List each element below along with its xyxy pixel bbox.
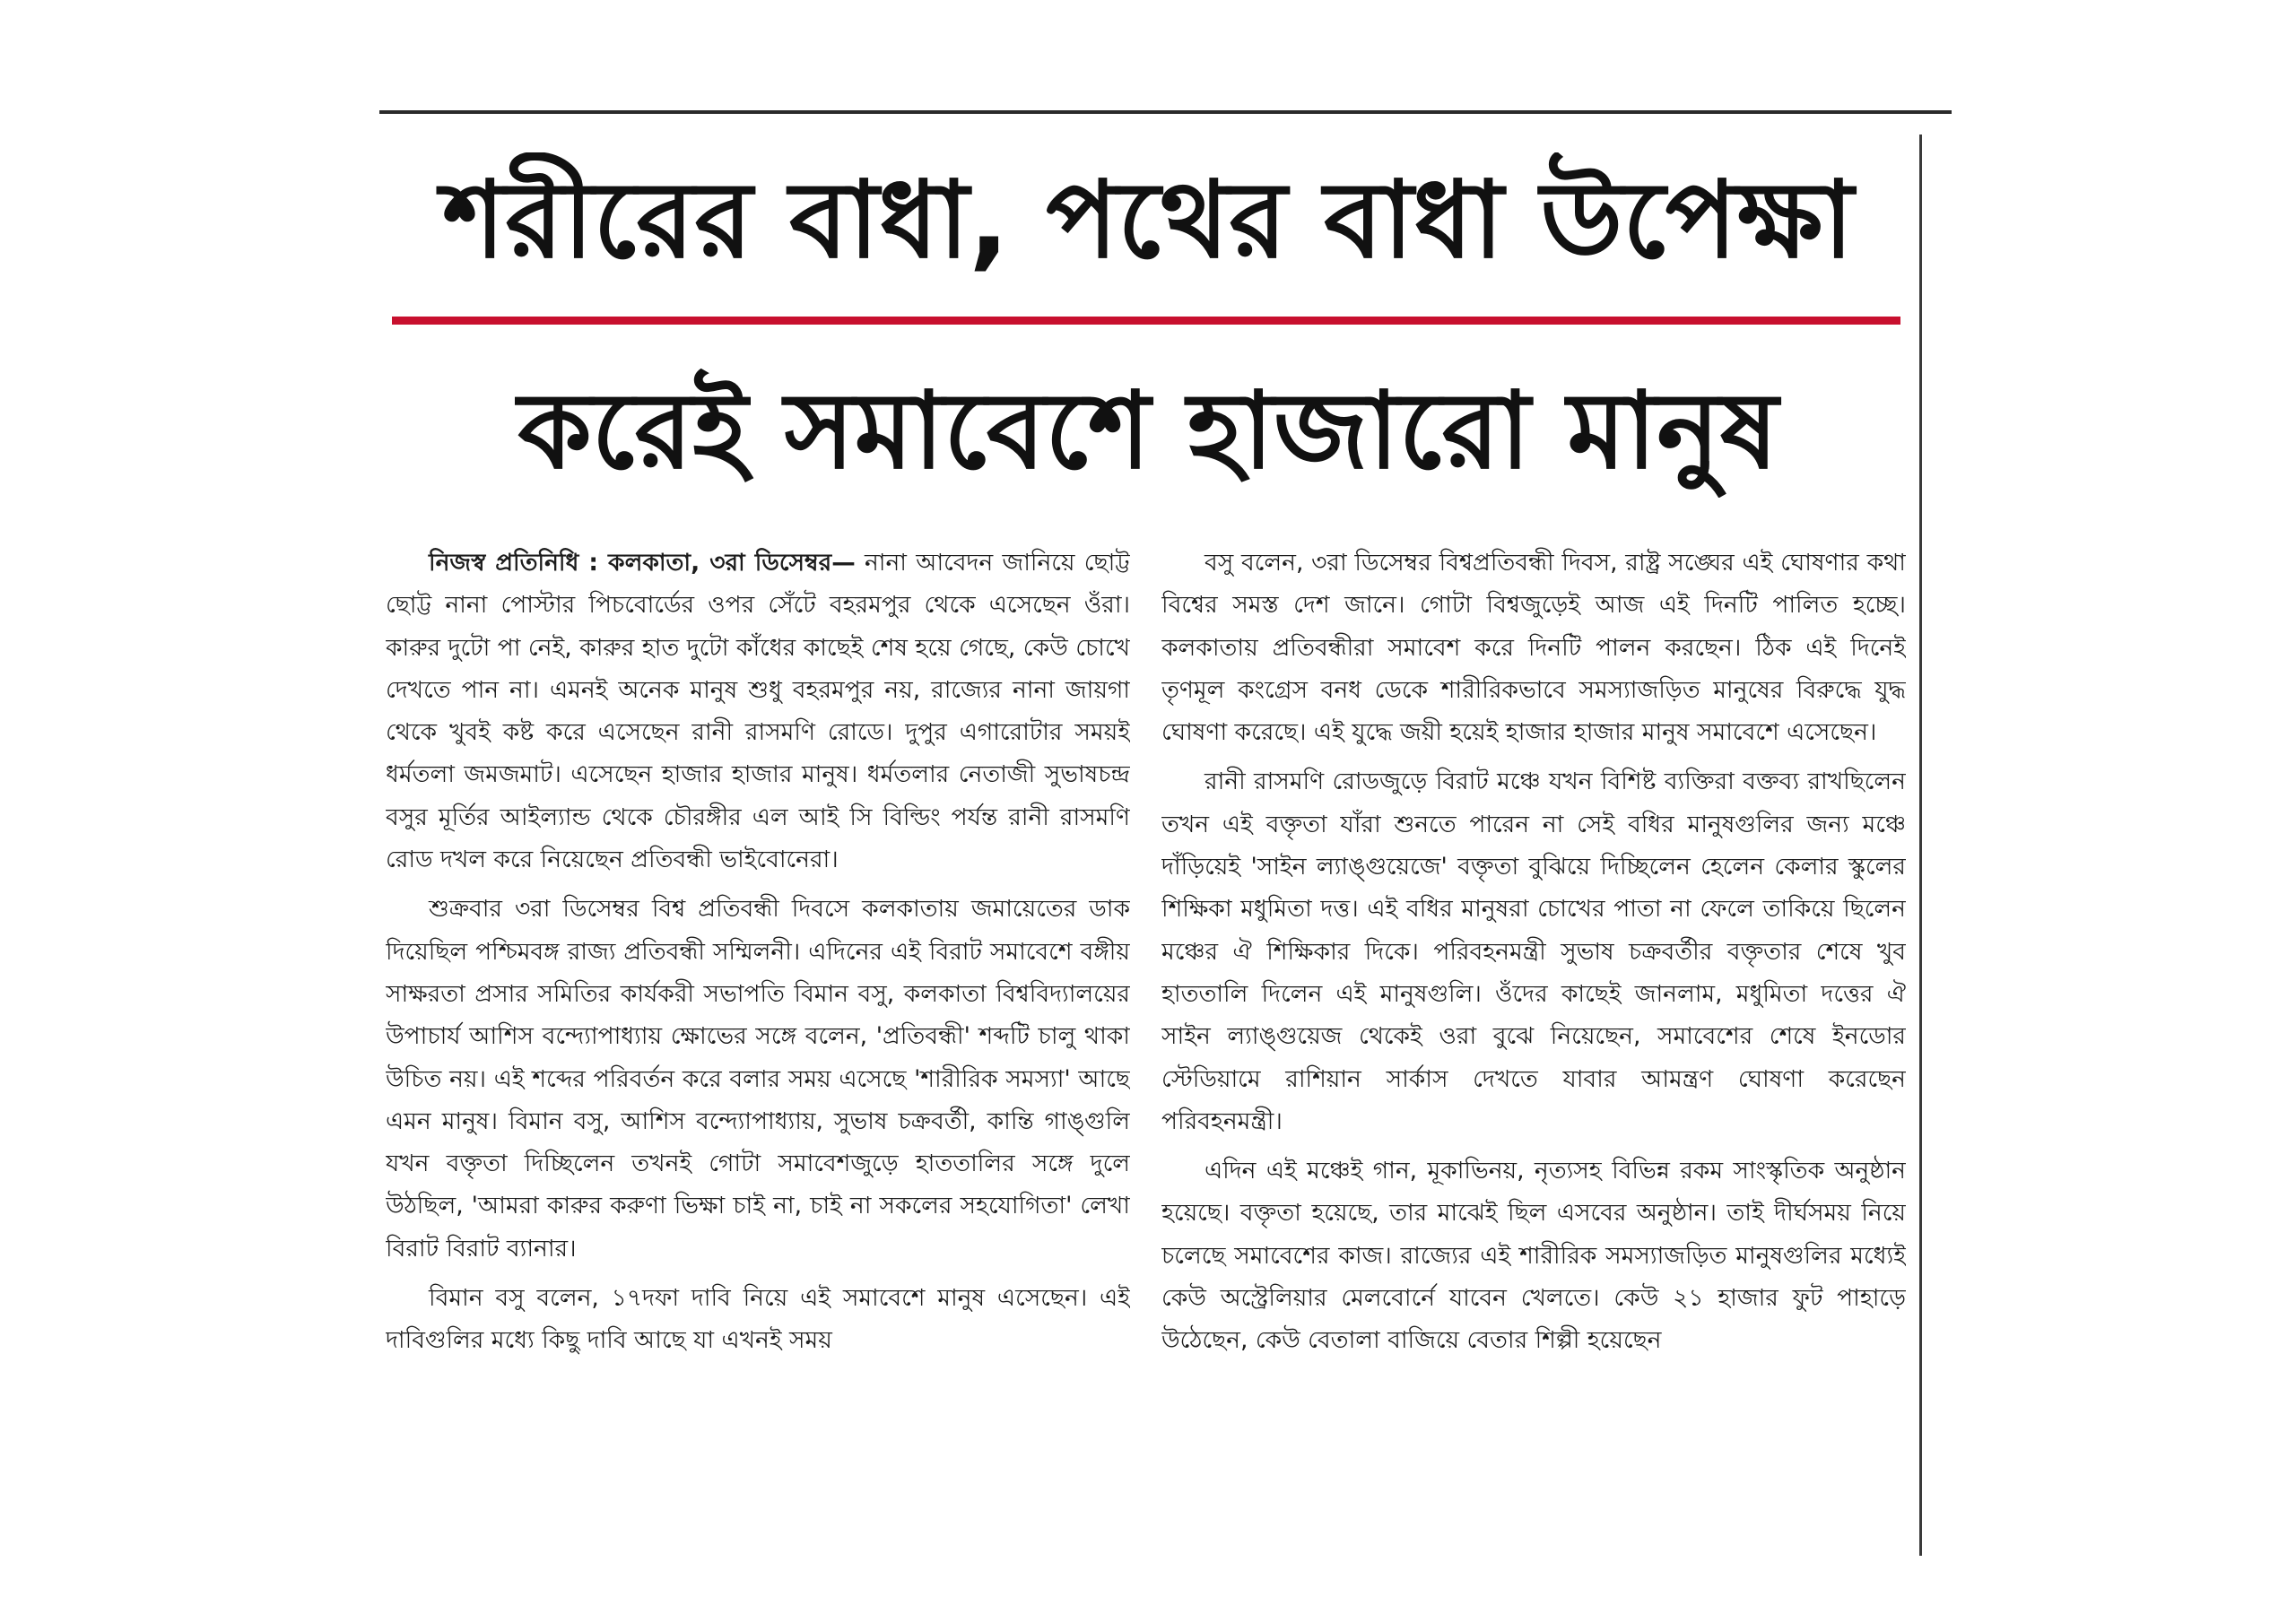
- headline-line-1: শরীরের বাধা, পথের বাধা উপেক্ষা: [442, 158, 1854, 282]
- paragraph: শুক্রবার ৩রা ডিসেম্বর বিশ্ব প্রতিবন্ধী দিবসে কলকাতায় জমায়েতের ডাক দিয়েছিল পশ্চিমবঙ্গ রাজ্য প্রতিবন্ধী সম্মিলনী। এদিনের এই বিরাট সমাবেশে বঙ্গীয় সাক্ষরতা প্রসার সমিতির কার্যকরী সভাপতি বিমান বসু, কলকাতা বিশ্ববিদ্যালয়ের উপাচার্য আশিস বন্দ্যোপাধ্যায় ক্ষোভের সঙ্গে বলেন, 'প্রতিবন্ধী' শব্দটি চালু থাকা উচিত নয়। এই শব্দের পরিবর্তন করে বলার সময় এসেছে 'শারীরিক সমস্যা' আছে এমন মানুষ। বিমান বসু, আশিস বন্দ্যোপাধ্যায়, সুভাষ চক্রবর্তী, কান্তি গাঙ্গুলি যখন বক্তৃতা দিচ্ছিলেন তখনই গোটা সমাবেশজুড়ে হাততালির সঙ্গে দুলে উঠছিল, 'আমরা কারুর করুণা ভিক্ষা চাই না, চাই না সকলের সহযোগিতা' লেখা বিরাট বিরাট ব্যানার।: [386, 895, 1130, 1263]
- paragraph: বসু বলেন, ৩রা ডিসেম্বর বিশ্বপ্রতিবন্ধী দিবস, রাষ্ট্র সঙ্ঘের এই ঘোষণার কথা বিশ্বের সমস্ত দেশ জানে। গোটা বিশ্বজুড়েই আজ এই দিনটি পালিত হচ্ছে। কলকাতায় প্রতিবন্ধীরা সমাবেশ করে দিনটি পালন করছেন। ঠিক এই দিনেই তৃণমূল কংগ্রেস বনধ ডেকে শারীরিকভাবে সমস্যাজড়িত মানুষের বিরুদ্ধে যুদ্ধ ঘোষণা করেছে। এই যুদ্ধে জয়ী হয়েই হাজার হাজার মানুষ সমাবেশে এসেছেন।: [1161, 549, 1906, 747]
- headline-divider: [392, 317, 1900, 325]
- paragraph: বিমান বসু বলেন, ১৭দফা দাবি নিয়ে এই সমাবেশে মানুষ এসেছেন। এই দাবিগুলির মধ্যে কিছু দাবি আছে যা এখনই সময়: [386, 1284, 1130, 1355]
- paragraph-text: নানা আবেদন জানিয়ে ছোট্ট ছোট্ট নানা পোস্টার পিচবোর্ডের ওপর সেঁটে বহরমপুর থেকে এসেছেন ওঁরা। কারুর দুটো পা নেই, কারুর হাত দুটো কাঁধের কাছেই শেষ হয়ে গেছে, কেউ চোখে দেখতে পান না। এমনই অনেক মানুষ শুধু বহরমপুর নয়, রাজ্যের নানা জায়গা থেকে খুবই কষ্ট করে এসেছেন রানী রাসমণি রোডে। দুপুর এগারোটার সময়ই ধর্মতলা জমজমাট। এসেছেন হাজার হাজার মানুষ। ধর্মতলার নেতাজী সুভাষচন্দ্র বসুর মূর্তির আইল্যান্ড থেকে চৌরঙ্গীর এল আই সি বিল্ডিং পর্যন্ত রানী রাসমণি রোড দখল করে নিয়েছেন প্রতিবন্ধী ভাইবোনেরা।: [386, 549, 1130, 874]
- paragraph: [386, 542, 1130, 881]
- paragraph: রানী রাসমণি রোডজুড়ে বিরাট মঞ্চে যখন বিশিষ্ট ব্যক্তিরা বক্তব্য রাখছিলেন তখন এই বক্তৃতা যাঁরা শুনতে পারেন না সেই বধির মানুষগুলির জন্য মঞ্চে দাঁড়িয়েই 'সাইন ল্যাঙ্গুয়েজে' বক্তৃতা বুঝিয়ে দিচ্ছিলেন হেলেন কেলার স্কুলের শিক্ষিকা মধুমিতা দত্ত। এই বধির মানুষরা চোখের পাতা না ফেলে তাকিয়ে ছিলেন মঞ্চের ঐ শিক্ষিকার দিকে। পরিবহনমন্ত্রী সুভাষ চক্রবর্তীর বক্তৃতার শেষে খুব হাততালি দিলেন এই মানুষগুলি। ওঁদের কাছেই জানলাম, মধুমিতা দত্তের ঐ সাইন ল্যাঙ্গুয়েজ থেকেই ওরা বুঝে নিয়েছেন, সমাবেশের শেষে ইনডোর স্টেডিয়ামে রাশিয়ান সার্কাস দেখতে যাবার আমন্ত্রণ ঘোষণা করেছেন পরিবহনমন্ত্রী।: [1161, 768, 1906, 1135]
- paragraph: এদিন এই মঞ্চেই গান, মূকাভিনয়, নৃত্যসহ বিভিন্ন রকম সাংস্কৃতিক অনুষ্ঠান হয়েছে। বক্তৃতা হয়েছে, তার মাঝেই ছিল এসবের অনুষ্ঠান। তাই দীর্ঘসময় নিয়ে চলেছে সমাবেশের কাজ। রাজ্যের এই শারীরিক সমস্যাজড়িত মানুষগুলির মধ্যেই কেউ অস্ট্রেলিয়ার মেলবোর্নে যাবেন খেলতে। কেউ ২১ হাজার ফুট পাহাড়ে উঠেছেন, কেউ বেতালা বাজিয়ে বেতার শিল্পী হয়েছেন: [1161, 1157, 1906, 1355]
- article-column-left: [386, 542, 1130, 1559]
- dateline: নিজস্ব প্রতিনিধি : কলকাতা, ৩রা ডিসেম্বর—: [429, 549, 856, 577]
- column-rule-right: [1919, 135, 1922, 1556]
- article-column-right: [1161, 542, 1906, 1559]
- top-rule: [379, 110, 1952, 114]
- headline-line-2: করেই সমাবেশে হাজারো মানুষ: [517, 369, 1779, 492]
